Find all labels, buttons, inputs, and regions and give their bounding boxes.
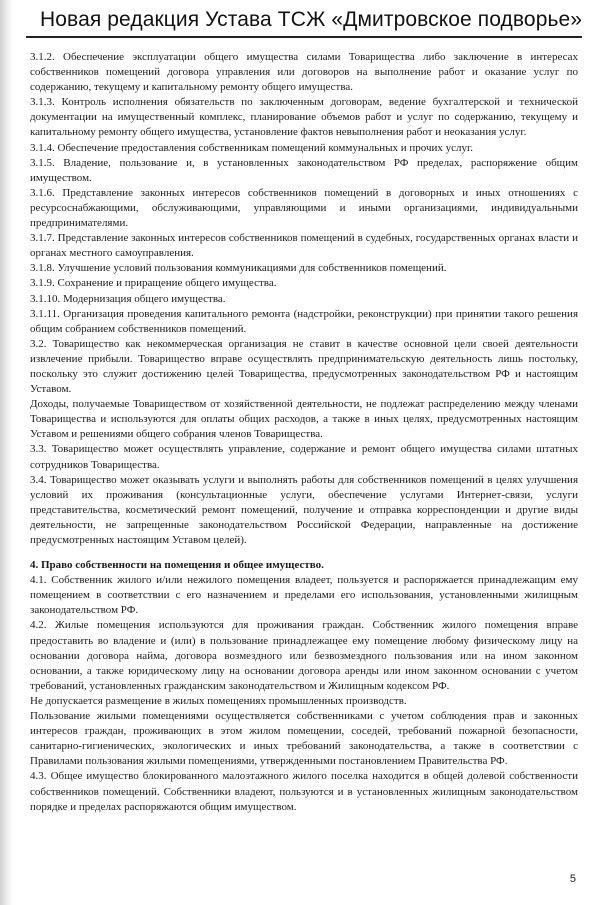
- paragraph-3-1-11: 3.1.11. Организация проведения капитального ремонта (надстройки, реконструкции) при принятии такого решения общим собранием собственников помещений.: [30, 307, 578, 335]
- paragraph-3-4: 3.4. Товарищество может оказывать услуги и выполнять работы для собственников помещений в целях улучшения условий их проживания (консультационные услуги, обеспечение услугами Интернет-связи, услуги представительства, косметический ремонт помещений, получение и отправка корреспонденции и другие виды деятельности, не запрещенные законодательством Российской Федерации, направленные на достижение предусмотренных настоящим Уставом целей).: [30, 473, 578, 546]
- section-4-heading: 4. Право собственности на помещения и общее имущество.: [30, 559, 324, 572]
- document-header-title: Новая редакция Устава ТСЖ «Дмитровское подворье»: [40, 8, 583, 31]
- document-body: [30, 50, 578, 815]
- scan-shadow-edge: [0, 0, 14, 905]
- paragraph-income: Доходы, получаемые Товариществом от хозяйственной деятельности, не подлежат распределению между членами Товарищества и используются для оплаты общих расходов, а также в иных целях, предусмотренных настоящим Уставом и решениями общего собрания членов Товарищества.: [30, 398, 578, 441]
- paragraph-4-2: 4.2. Жилые помещения используются для проживания граждан. Собственник жилого помещения вправе предоставить во владение и (или) в пользование принадлежащее ему помещение любому физическому лицу на основании договора найма, договора возмездного или безвозмездного пользования или на ином законном основании, а также юридическому лицу на основании договора аренды или ином законном основании с учетом требований, установленных гражданским законодательством и Жилищным кодексом РФ.: [30, 619, 578, 692]
- paragraph-3-1-2: 3.1.2. Обеспечение эксплуатации общего имущества силами Товарищества либо заключение в интересах собственников помещений договора управления или договоров на выполнение работ и оказание услуг по содержанию, текущему и капитальному ремонту общего имущества.: [30, 51, 578, 94]
- page-number: 5: [569, 873, 576, 885]
- paragraph-3-1-3: 3.1.3. Контроль исполнения обязательств по заключенным договорам, ведение бухгалтерской и технической документации на имущественный комплекс, планирование объемов работ и услуг по содержанию, текущему и капитальному ремонту общего имущества, установление фактов невыполнения работ и неоказания услуг.: [30, 96, 578, 139]
- header-divider: [26, 36, 582, 38]
- paragraph-3-1-8: 3.1.8. Улучшение условий пользования коммуникациями для собственников помещений.: [30, 262, 447, 275]
- paragraph-4-1: 4.1. Собственник жилого и/или нежилого помещения владеет, пользуется и распоряжается принадлежащим ему помещением в соответствии с его назначением и пределами его использования, установленными жилищным законодательством РФ.: [30, 574, 578, 617]
- paragraph-usage-rules: Пользование жилыми помещениями осуществляется собственниками с учетом соблюдения прав и законных интересов граждан, проживающих в этом жилом помещении, соседей, требований пожарной безопасности, санитарно-гигиенических, экологических и иных требований законодательства, а также в соответствии с Правилами пользования жилыми помещениями, утвержденными постановлением Правительства РФ.: [30, 710, 578, 768]
- paragraph-3-1-5: 3.1.5. Владение, пользование и, в установленных законодательством РФ пределах, распоряжение общим имуществом.: [30, 156, 578, 184]
- paragraph-3-2: 3.2. Товарищество как некоммерческая организация не ставит в качестве основной цели своей деятельности извлечение прибыли. Товарищество вправе осуществлять предпринимательскую деятельность лишь постольку, поскольку это служит достижению целей Товарищества, предусмотренных законодательством РФ и настоящим Уставом.: [30, 337, 578, 396]
- paragraph-3-1-10: 3.1.10. Модернизация общего имущества.: [30, 292, 226, 305]
- paragraph-no-industry: Не допускается размещение в жилых помещениях промышленных производств.: [30, 694, 407, 707]
- paragraph-3-1-4: 3.1.4. Обеспечение предоставления собственникам помещений коммунальных и прочих услуг.: [30, 141, 474, 154]
- paragraph-3-1-6: 3.1.6. Представление законных интересов собственников помещений в договорных и иных отношениях с ресурсоснабжающими, обслуживающими, управляющими и иными организациями, индивидуальными предпринимателями.: [30, 186, 578, 230]
- paragraph-4-3: 4.3. Общее имущество блокированного малоэтажного жилого поселка находится в общей долевой собственности собственников помещений. Собственники владеют, пользуются и в установленных жилищным законодательством порядке и пределах распоряжаются общим имуществом.: [30, 770, 578, 813]
- paragraph-3-1-7: 3.1.7. Представление законных интересов собственников помещений в судебных, государственных органах власти и органах местного самоуправления.: [30, 232, 578, 260]
- paragraph-3-3: 3.3. Товарищество может осуществлять управление, содержание и ремонт общего имущества силами штатных сотрудников Товарищества.: [30, 443, 578, 471]
- paragraph-3-1-9: 3.1.9. Сохранение и приращение общего имущества.: [30, 277, 277, 290]
